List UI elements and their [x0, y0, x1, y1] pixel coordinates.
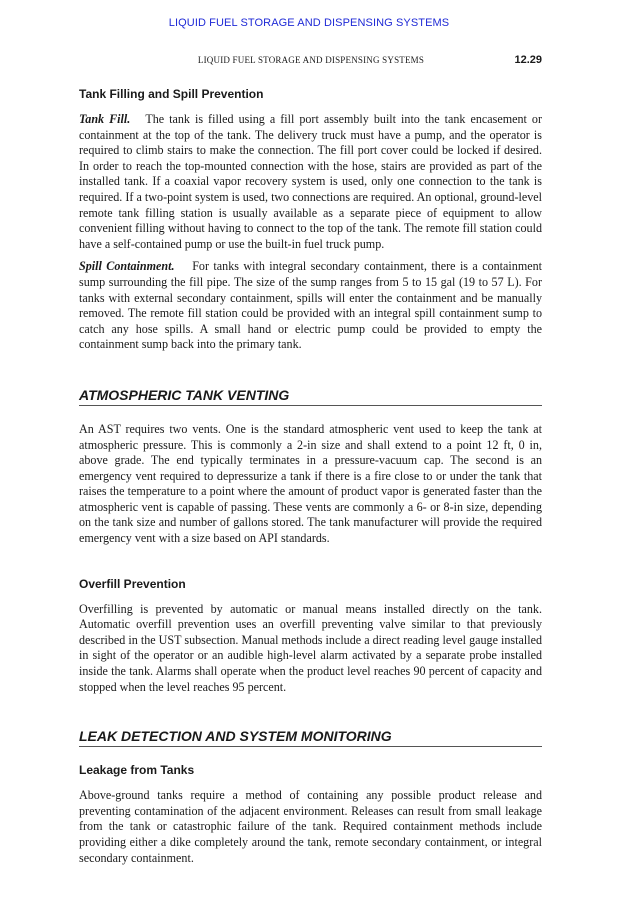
running-head-title: LIQUID FUEL STORAGE AND DISPENSING SYSTEMS [197, 55, 425, 65]
runin-spill-containment: Spill Containment. [79, 259, 175, 274]
page-number: 12.29 [514, 54, 542, 66]
heading-leak-detection: LEAK DETECTION AND SYSTEM MONITORING [79, 728, 542, 747]
runin-tank-fill: Tank Fill. [79, 112, 131, 126]
paragraph-tank-fill [79, 112, 542, 252]
paragraph-leakage: Above-ground tanks require a method of containing any possible product release and preventing contamination of the adjacent environment. Releases can result from small leakage from the tank or catastrophic failure of the tank. Required containment methods include providing either a dike completely around the tank, remote secondary containment, or integral secondary containment. [79, 788, 542, 865]
heading-tank-filling: Tank Filling and Spill Prevention [79, 87, 264, 101]
heading-leakage-from-tanks: Leakage from Tanks [79, 763, 195, 778]
running-head [80, 55, 542, 69]
page-content [79, 87, 542, 866]
paragraph-venting: An AST requires two vents. One is the standard atmospheric vent used to keep the tank at atmospheric pressure. This is commonly a 2-in size and shall extend to a point 12 ft, 0 in, above grade. The end typically terminates in a pressure-vacuum cap. The second is an emergency vent required to depressurize a tank if there is a fire close to or under the tank that raises the temperature to a point where the amount of product vapor is generated faster than the atmospheric vent is capable of passing. These vents are commonly a 6- or 8-in size, depending on the tank size and number of gallons stored. The tank manufacturer will provide the required emergency vent with a size based on API standards. [79, 421, 542, 546]
paragraph-overfill: Overfilling is prevented by automatic or manual means installed directly on the tank. Automatic overfill prevention uses an overfill preventing valve similar to that previously described in the UST subsection. Manual methods include a direct reading level gauge installed in sight of the operator or an audible high-level alarm activated by a separate probe installed inside the tank. Alarms shall operate when the product level reaches 90 percent of capacity and stopped when the level reaches 95 percent. [79, 601, 542, 694]
spill-containment-text: For tanks with integral secondary containment, there is a containment sump surrounding the fill pipe. The size of the sump ranges from 5 to 15 gal (19 to 57 L). For tanks with external secondary containment, spills will enter the containment and be manually removed. The remote fill station could be provided with an integral spill containment sump to catch any hose spills. A small hand or electric pump could be provided to empty the containment sump back into the primary tank. [79, 259, 543, 352]
paragraph-spill-containment [79, 259, 542, 353]
heading-overfill-prevention: Overfill Prevention [79, 576, 186, 591]
tank-fill-text: The tank is filled using a fill port assembly built into the tank encasement or containment at the top of the tank. The delivery truck must have a pump, and the operator is required to climb stairs to make the connection. The fill port cover could be locked if desired. In order to reach the top-mounted connection with the hose, stairs are provided as part of the installed tank. If a coaxial vapor recovery system is used, only one connection to the tank is required. If a two-point system is used, two connections are required. An optional, ground-level remote tank filling station is usually available as a separate piece of equipment to allow convenient filling without having to connect to the top of the tank. The remote fill station could have a self-contained pump or use the built-in fuel truck pump. [79, 112, 542, 251]
heading-atmospheric-venting: ATMOSPHERIC TANK VENTING [79, 387, 542, 406]
document-banner: LIQUID FUEL STORAGE AND DISPENSING SYSTEMS [168, 17, 450, 29]
